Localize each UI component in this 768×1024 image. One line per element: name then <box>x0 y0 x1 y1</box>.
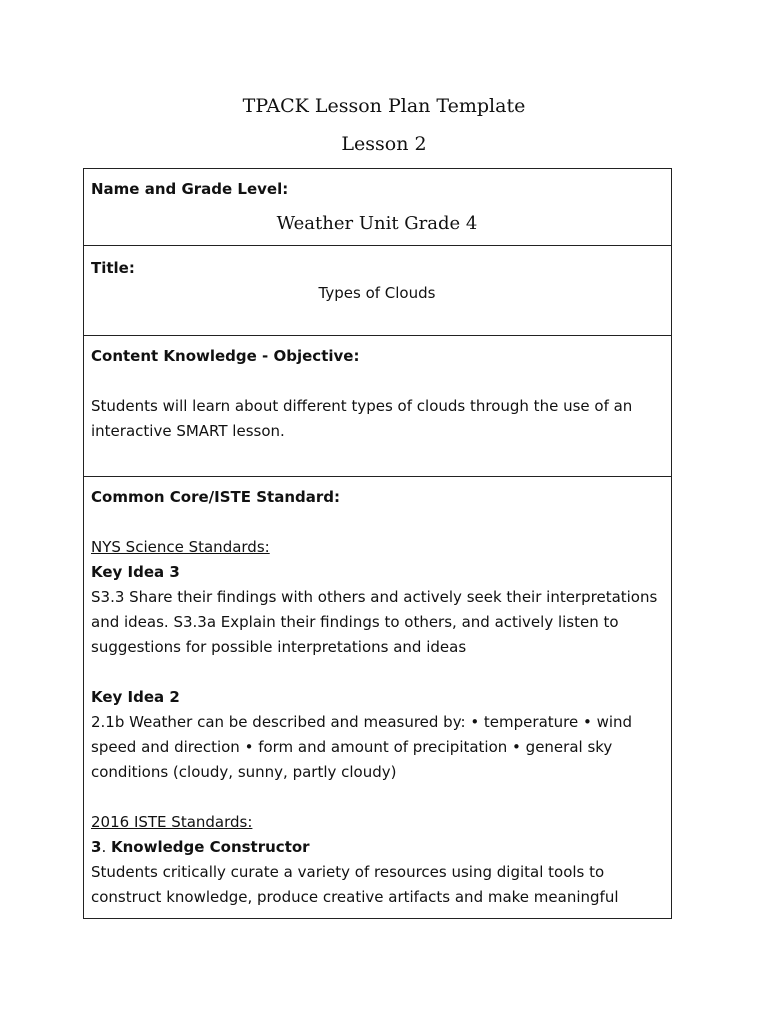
iste-standard-title: Knowledge Constructor <box>110 838 310 856</box>
content-knowledge-text: Students will learn about different types of clouds through the use of an interactive SMART lesson. <box>91 397 633 440</box>
document-title: TPACK Lesson Plan Template <box>242 95 526 117</box>
key-idea-3-heading: Key Idea 3 <box>91 563 180 581</box>
title-label: Title: <box>91 259 135 277</box>
iste-standard-text: Students critically curate a variety of resources using digital tools to construct knowledge, produce creative artifacts and make meaningful <box>91 863 619 906</box>
name-grade-cell <box>84 169 671 246</box>
content-knowledge-label: Content Knowledge - Objective: <box>91 347 360 365</box>
key-idea-3-text: S3.3 Share their findings with others and actively seek their interpretations and ideas. S3.3a Explain their findings to others, and actively listen to suggestions for possible interpretations and ideas <box>91 588 658 656</box>
iste-standard-heading: 3. Knowledge Constructor <box>91 838 310 856</box>
key-idea-2-heading: Key Idea 2 <box>91 688 180 706</box>
standards-label: Common Core/ISTE Standard: <box>91 488 340 506</box>
iste-standards-heading: 2016 ISTE Standards: <box>91 813 253 831</box>
key-idea-2-text: 2.1b Weather can be described and measured by: • temperature • wind speed and direction • form and amount of precipitation • general sky conditions (cloudy, sunny, partly cloudy) <box>91 713 633 781</box>
content-knowledge-cell <box>84 336 671 477</box>
title-cell <box>84 246 671 336</box>
lesson-number: Lesson 2 <box>341 133 427 155</box>
iste-standard-number: 3 <box>91 838 102 856</box>
title-value: Types of Clouds <box>318 284 436 302</box>
name-grade-value: Weather Unit Grade 4 <box>276 213 478 234</box>
standards-cell <box>84 477 671 918</box>
nys-standards-heading: NYS Science Standards: <box>91 538 270 556</box>
lesson-plan-table <box>83 168 672 919</box>
name-grade-label: Name and Grade Level: <box>91 180 289 198</box>
